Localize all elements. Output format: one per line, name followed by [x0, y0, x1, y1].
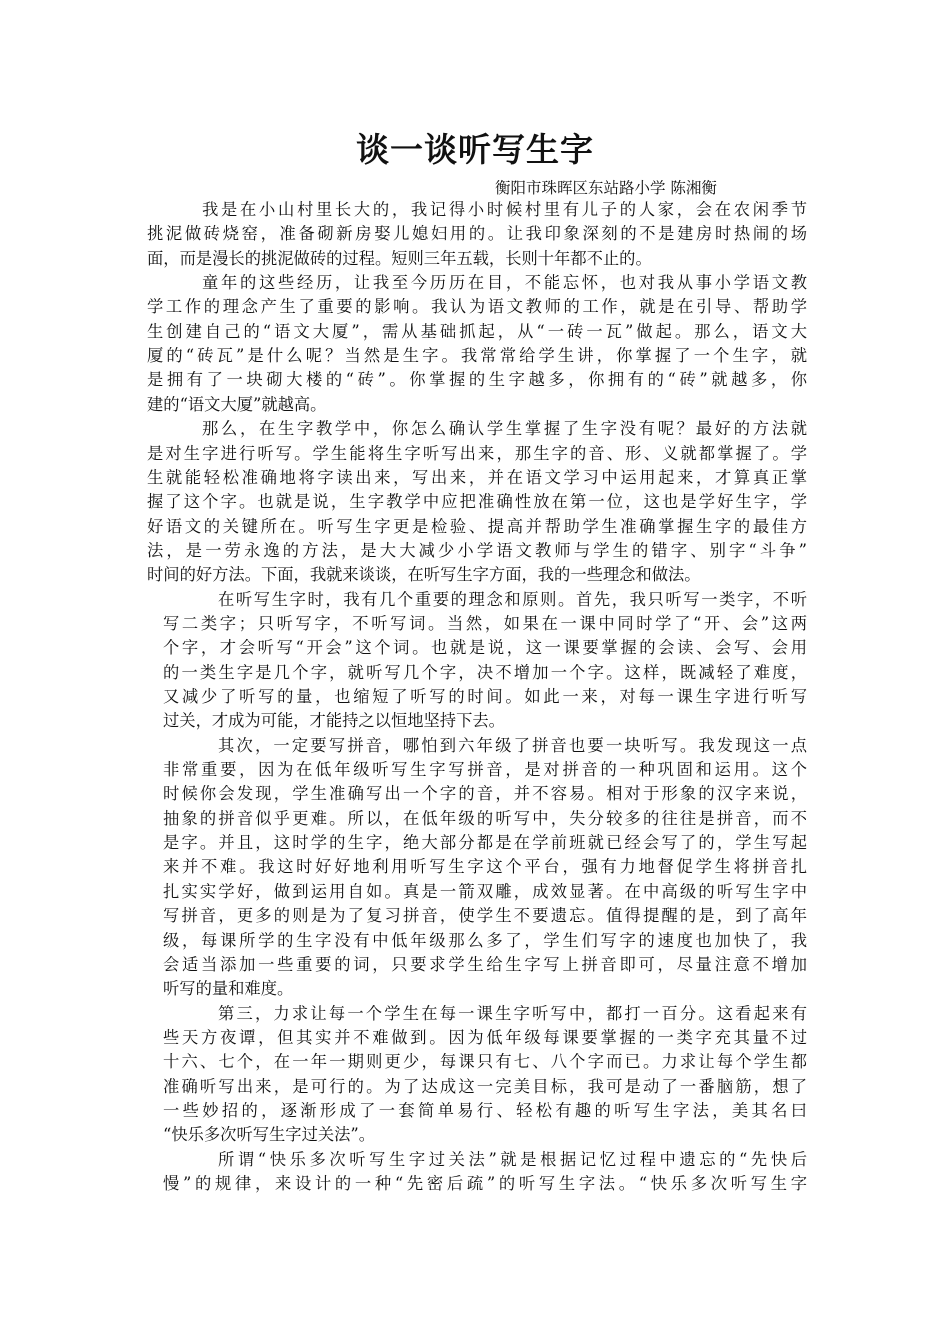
- text-line: 抽象的拼音似乎更难。所以，在低年级的听写中，失分较多的往往是拼音，而不: [163, 808, 807, 828]
- text-line: 童年的这些经历，让我至今历历在目，不能忘怀，也对我从事小学语文教: [202, 273, 807, 293]
- document-title: 谈一谈听写生字: [356, 130, 594, 169]
- text-line: 又减少了听写的量，也缩短了听写的时间。如此一来，对每一课生字进行听写: [163, 687, 807, 706]
- text-line: 的一类生字是几个字，就听写几个字，决不增加一个字。这样，既减轻了难度，: [163, 662, 807, 682]
- text-line: 级，每课所学的生字没有中低年级那么多了，学生们写字的速度也加快了，我: [163, 930, 807, 950]
- text-line: 慢”的规律，来设计的一种“先密后疏”的听写生字法。“快乐多次听写生字: [163, 1174, 807, 1193]
- text-line: 面，而是漫长的挑泥做砖的过程。短则三年五载，长则十年都不止的。: [147, 248, 652, 268]
- text-line: 会适当添加一些重要的词，只要求学生给生字写上拼音即可，尽量注意不增加: [163, 954, 807, 974]
- text-line: 准确听写出来，是可行的。为了达成这一完美目标，我可是动了一番脑筋，想了: [163, 1076, 807, 1096]
- text-line: 非常重要，因为在低年级听写生字写拼音，是对拼音的一种巩固和运用。这个: [163, 760, 807, 780]
- text-line: 第三，力求让每一个学生在每一课生字听写中，都打一百分。这看起来有: [218, 1003, 807, 1023]
- text-line: 那么，在生字教学中，你怎么确认学生掌握了生字没有呢？最好的方法就: [202, 419, 807, 439]
- text-line: 学工作的理念产生了重要的影响。我认为语文教师的工作，就是在引导、帮助学: [147, 297, 807, 317]
- text-line: 个字，才会听写“开会”这个词。也就是说，这一课要掌握的会读、会写、会用: [163, 638, 807, 658]
- text-line: 法，是一劳永逸的方法，是大大减少小学语文教师与学生的错字、别字“斗争”: [147, 540, 807, 560]
- text-line: 是拥有了一块砌大楼的“砖”。你掌握的生字越多，你拥有的“砖”就越多，你: [147, 370, 807, 390]
- author-line: 衡阳市珠晖区东站路小学 陈湘衡: [495, 179, 717, 197]
- text-line: 来并不难。我这时好好地利用听写生字这个平台，强有力地督促学生将拼音扎: [163, 857, 807, 877]
- text-line: 写拼音，更多的则是为了复习拼音，使学生不要遗忘。值得提醒的是，到了高年: [163, 906, 807, 926]
- text-line: 建的“语文大厦”就越高。: [147, 394, 327, 414]
- text-line: “快乐多次听写生字过关法”。: [163, 1125, 376, 1145]
- text-line: 是字。并且，这时学的生字，绝大部分都是在学前班就已经会写了的，学生写起: [163, 833, 807, 853]
- text-line: 挑泥做砖烧窑，准备砌新房娶儿媳妇用的。让我印象深刻的不是建房时热闹的场: [147, 224, 807, 244]
- text-line: 握了这个字。也就是说，生字教学中应把准确性放在第一位，这也是学好生字，学: [147, 492, 807, 512]
- text-line: 是对生字进行听写。学生能将生字听写出来，那生字的音、形、义就都掌握了。学: [147, 443, 807, 463]
- text-line: 写二类字；只听写字，不听写词。当然，如果在一课中同时学了“开、会”这两: [163, 613, 807, 633]
- text-line: 生创建自己的“语文大厦”，需从基础抓起，从“一砖一瓦”做起。那么，语文大: [147, 321, 807, 341]
- text-line: 时候你会发现，学生准确写出一个字的音，并不容易。相对于形象的汉字来说，: [163, 784, 807, 804]
- text-line: 在听写生字时，我有几个重要的理念和原则。首先，我只听写一类字，不听: [218, 589, 807, 609]
- text-line: 时间的好方法。下面，我就来谈谈，在听写生字方面，我的一些理念和做法。: [147, 565, 701, 585]
- text-line: 生就能轻松准确地将字读出来，写出来，并在语文学习中运用起来，才算真正掌: [147, 467, 807, 487]
- text-line: 好语文的关键所在。听写生字更是检验、提高并帮助学生准确掌握生字的最佳方: [147, 516, 807, 536]
- text-line: 十六、七个，在一年一期则更少，每课只有七、八个字而已。力求让每个学生都: [163, 1052, 807, 1072]
- text-line: 我是在小山村里长大的，我记得小时候村里有儿子的人家，会在农闲季节: [202, 200, 807, 219]
- text-line: 过关，才成为可能，才能持之以恒地坚持下去。: [163, 711, 505, 731]
- text-line: 扎实实学好，做到运用自如。真是一箭双雕，成效显著。在中高级的听写生字中: [163, 881, 807, 901]
- text-line: 厦的“砖瓦”是什么呢？当然是生字。我常常给学生讲，你掌握了一个生字，就: [147, 346, 807, 366]
- text-line: 些天方夜谭，但其实并不难做到。因为低年级每课要掌握的一类字充其量不过: [163, 1027, 807, 1047]
- text-line: 其次，一定要写拼音，哪怕到六年级了拼音也要一块听写。我发现这一点: [218, 735, 807, 755]
- text-line: 听写的量和难度。: [163, 979, 294, 999]
- text-line: 一些妙招的，逐渐形成了一套简单易行、轻松有趣的听写生字法，美其名曰: [163, 1100, 807, 1120]
- text-line: 所谓“快乐多次听写生字过关法”就是根据记忆过程中遗忘的“先快后: [218, 1149, 807, 1169]
